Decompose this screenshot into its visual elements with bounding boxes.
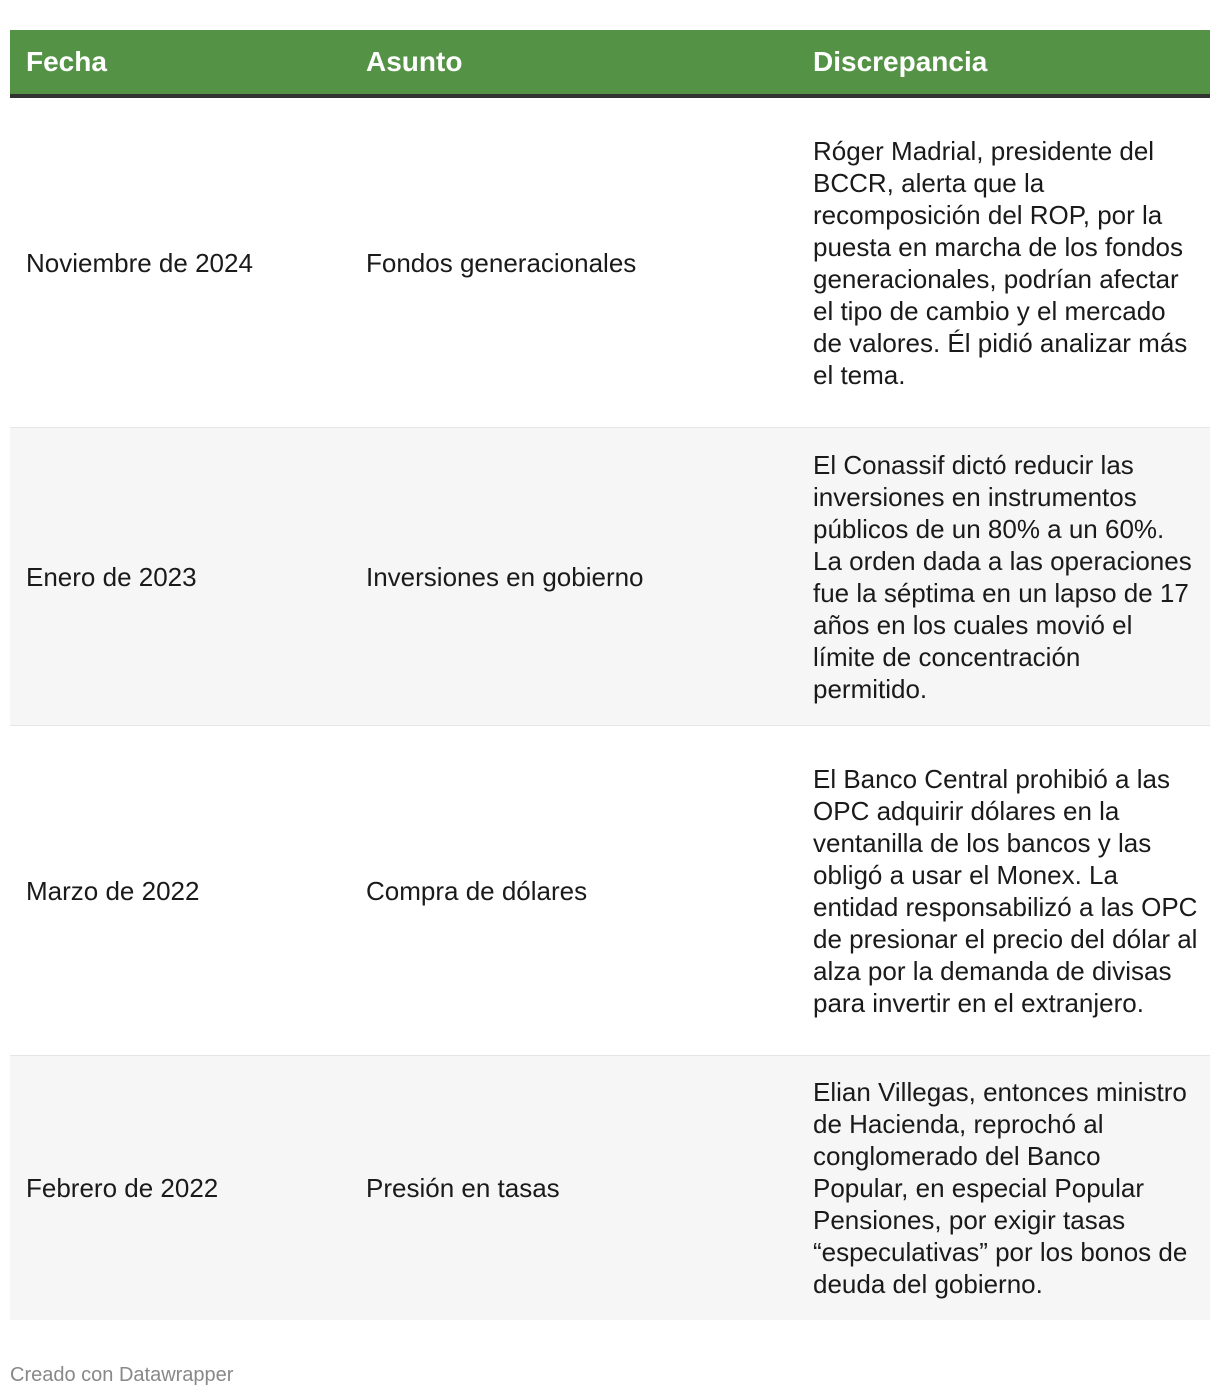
cell-asunto: Fondos generacionales <box>366 247 637 278</box>
cell-discrepancia: Elian Villegas, entonces ministro de Hacienda, reprochó al conglomerado del Banco Popular, en especial Popular Pensiones, por exigir tasas “especulativas” por los bonos de deuda del gobierno. <box>813 1077 1188 1299</box>
cell-fecha: Noviembre de 2024 <box>26 247 253 278</box>
cell-discrepancia: Róger Madrial, presidente del BCCR, alerta que la recomposición del ROP, por la puesta en marcha de los fondos generacionales, podrían afectar el tipo de cambio y el mercado de valores. Él pidió analizar más el tema. <box>813 135 1188 390</box>
table-header <box>10 30 1210 98</box>
cell-discrepancia: El Banco Central prohibió a las OPC adquirir dólares en la ventanilla de los bancos y las obligó a usar el Monex. La entidad responsabilizó a las OPC de presionar el precio del dólar al alza por la demanda de divisas para invertir en el extranjero. <box>813 763 1198 1018</box>
cell-asunto: Presión en tasas <box>366 1173 560 1203</box>
cell-asunto: Compra de dólares <box>366 875 588 906</box>
table-row <box>10 1056 1210 1320</box>
table-row <box>10 98 1210 428</box>
cell-fecha: Enero de 2023 <box>26 561 197 592</box>
header-asunto[interactable]: Asunto <box>366 46 463 77</box>
header-fecha[interactable]: Fecha <box>26 46 107 77</box>
datawrapper-credit-link[interactable]: Creado con Datawrapper <box>10 1364 234 1386</box>
cell-discrepancia: El Conassif dictó reducir las inversiones en instrumentos públicos de un 80% a un 60%. La orden dada a las operaciones fue la séptima en un lapso de 17 años en los cuales movió el límite de concentración permitido. <box>813 449 1192 704</box>
header-discrepancia[interactable]: Discrepancia <box>813 46 988 77</box>
table-row <box>10 428 1210 726</box>
cell-fecha: Febrero de 2022 <box>26 1173 219 1203</box>
data-table <box>10 30 1210 1320</box>
cell-fecha: Marzo de 2022 <box>26 875 200 906</box>
cell-asunto: Inversiones en gobierno <box>366 561 644 592</box>
table-row <box>10 726 1210 1056</box>
